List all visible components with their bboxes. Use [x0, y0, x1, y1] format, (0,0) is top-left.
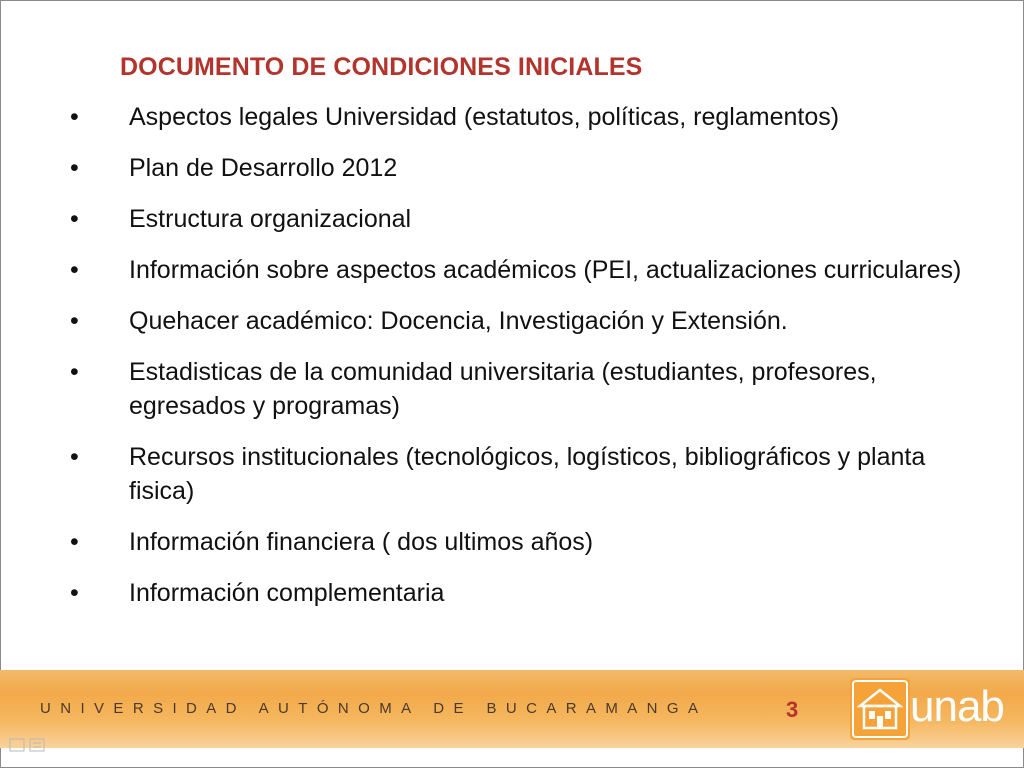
bullet-item [0, 525, 1024, 559]
bullet-text: Estructura organizacional [129, 205, 412, 233]
unab-logo-text: unab [910, 682, 1004, 731]
bullet-text: Recursos institucionales (tecnológicos, logísticos, bibliográficos y planta fisica) [129, 443, 926, 505]
university-building-icon [850, 678, 910, 740]
bullet-item [0, 151, 1024, 185]
bullet-dot: • [70, 528, 79, 556]
bullet-dot: • [70, 154, 79, 182]
bullet-item [0, 355, 1024, 423]
bullet-dot: • [70, 579, 79, 607]
bullet-dot: • [70, 256, 79, 284]
slide-controls-icon [8, 733, 88, 759]
bullet-text: Plan de Desarrollo 2012 [129, 154, 398, 182]
bullet-dot: • [70, 358, 79, 386]
bullet-dot: • [70, 103, 79, 131]
bullet-item [0, 440, 1024, 508]
bullet-list [0, 100, 1024, 627]
bullet-dot: • [70, 205, 79, 233]
page-number: 3 [786, 697, 799, 722]
university-name: UNIVERSIDAD AUTÓNOMA DE BUCARAMANGA [40, 700, 708, 717]
bullet-text: Quehacer académico: Docencia, Investigación y Extensión. [129, 307, 788, 335]
bullet-text: Información sobre aspectos académicos (PEI, actualizaciones curriculares) [129, 256, 962, 284]
bullet-item [0, 202, 1024, 236]
bullet-item [0, 576, 1024, 610]
bullet-dot: • [70, 443, 79, 471]
bullet-item [0, 253, 1024, 287]
bullet-item [0, 304, 1024, 338]
bullet-text: Información complementaria [129, 579, 445, 607]
bullet-dot: • [70, 307, 79, 335]
bullet-text: Estadisticas de la comunidad universitaria (estudiantes, profesores, egresados y programas) [129, 358, 877, 420]
bullet-text: Información financiera ( dos ultimos años) [129, 528, 594, 556]
bullet-text: Aspectos legales Universidad (estatutos, políticas, reglamentos) [129, 103, 840, 131]
slide-title: DOCUMENTO DE CONDICIONES INICIALES [120, 53, 643, 81]
bullet-item [0, 100, 1024, 134]
